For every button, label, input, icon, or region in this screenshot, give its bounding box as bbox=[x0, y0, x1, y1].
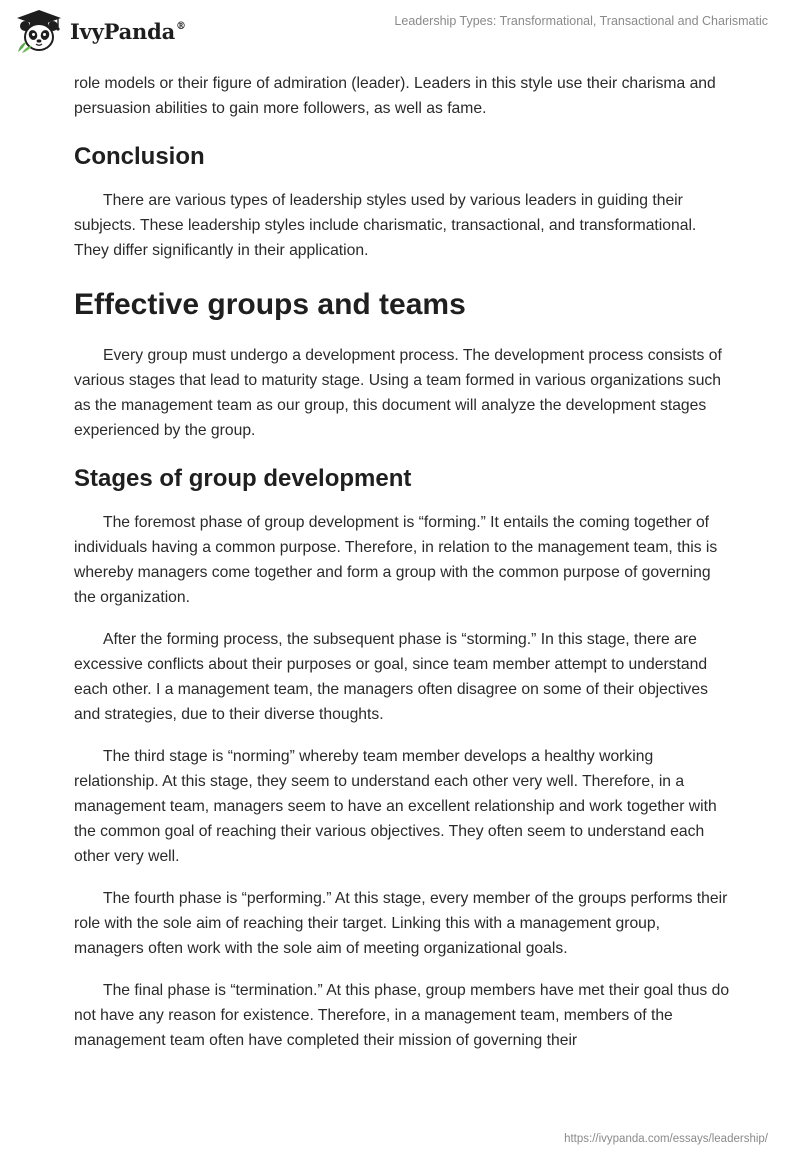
registered-mark: ® bbox=[176, 20, 186, 32]
panda-mascot-icon bbox=[14, 8, 64, 54]
conclusion-paragraph: There are various types of leadership styles used by various leaders in guiding their subjects. These leadership styles include charismatic, transactional, and transformational. They differ significantly in their application. bbox=[74, 192, 697, 259]
stage-paragraph-termination: The final phase is “termination.” At this phase, group members have met their goal thus do not have any reason for existence. Therefore, in a management team, members of the management team often have completed their mission of governing their bbox=[74, 982, 730, 1049]
conclusion-heading: Conclusion bbox=[74, 143, 205, 170]
intro-paragraph: role models or their figure of admiration (leader). Leaders in this style use their charisma and persuasion abilities to gain more followers, as well as fame. bbox=[74, 75, 716, 117]
stages-heading: Stages of group development bbox=[74, 465, 412, 492]
essay-content bbox=[74, 71, 734, 1070]
stage-paragraph-performing: The fourth phase is “performing.” At this stage, every member of the groups performs their role with the sole aim of reaching their target. Linking this with a management group, managers often work with the sole aim of meeting organizational goals. bbox=[74, 890, 728, 957]
source-url-link[interactable]: https://ivypanda.com/essays/leadership/ bbox=[564, 1133, 768, 1145]
section-intro-paragraph: Every group must undergo a development process. The development process consists of various stages that lead to maturity stage. Using a team formed in various organizations such as the management team as our group, this document will analyze the development stages experienced by the group. bbox=[74, 347, 722, 439]
page-header bbox=[0, 0, 800, 66]
brand-name bbox=[70, 19, 186, 44]
stage-paragraph-forming: The foremost phase of group development is “forming.” It entails the coming together of individuals having a common purpose. Therefore, in relation to the management team, this is whereby managers come together and form a group with the common purpose of governing the organization. bbox=[74, 514, 718, 606]
section-title: Effective groups and teams bbox=[74, 288, 466, 321]
ivypanda-logo[interactable] bbox=[14, 8, 186, 54]
stage-paragraph-norming: The third stage is “norming” whereby team member develops a healthy working relationship. At this stage, they seem to understand each other very well. Therefore, in a management team, managers seem to have an excellent relationship and work together with the common goal of reaching their various objectives. They often seem to understand each other very well. bbox=[74, 748, 717, 865]
document-title: Leadership Types: Transformational, Transactional and Charismatic bbox=[394, 14, 768, 28]
brand-text: IvyPanda bbox=[70, 18, 176, 44]
stage-paragraph-storming: After the forming process, the subsequent phase is “storming.” In this stage, there are excessive conflicts about their purposes or goal, since team member attempt to understand each other. I a management team, the managers often disagree on some of their objectives and strategies, due to their diverse thoughts. bbox=[74, 631, 708, 723]
